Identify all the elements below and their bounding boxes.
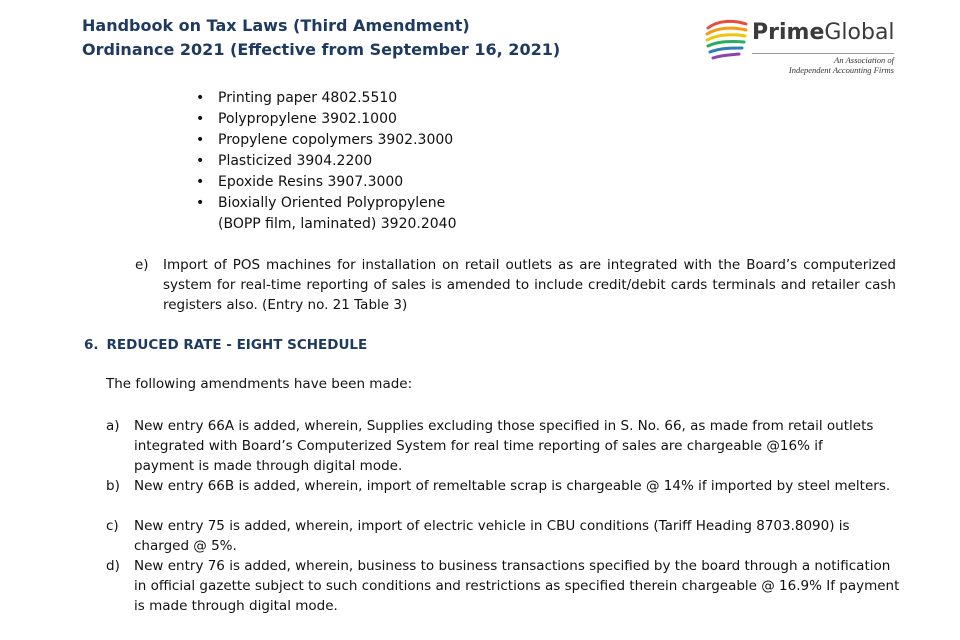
document-header-title bbox=[82, 14, 560, 62]
header-title-line-2: Ordinance 2021 (Effective from September 16, 2021) bbox=[82, 40, 561, 59]
item-e-text: Import of POS machines for installation on retail outlets as are integrated with the Board’s computerized system for real-time reporting of sales is amended to include credit/debit cards terminals and retailer cash registers also. (Entry no. 21 Table 3) bbox=[163, 257, 896, 313]
item-marker: e) bbox=[135, 257, 149, 273]
list-item: • Polypropylene 3902.1000 bbox=[196, 111, 397, 127]
amendment-text: New entry 66B is added, wherein, import of remeltable scrap is chargeable @ 14% if imported by steel melters. bbox=[134, 478, 891, 494]
amendment-item-c bbox=[106, 516, 874, 556]
section-intro: The following amendments have been made: bbox=[106, 376, 413, 392]
hs-code-bullet-list bbox=[196, 88, 456, 235]
item-marker: b) bbox=[106, 478, 120, 494]
amendment-text: New entry 75 is added, wherein, import of electric vehicle in CBU conditions (Tariff Heading 8703.8090) is charged @ 5%. bbox=[134, 518, 850, 554]
logo-wordmark: PrimeGlobal bbox=[752, 20, 895, 45]
item-marker: a) bbox=[106, 418, 120, 434]
primeglobal-swoosh-icon bbox=[704, 18, 748, 62]
item-e-paragraph bbox=[135, 255, 896, 315]
item-marker: c) bbox=[106, 518, 119, 534]
section-heading bbox=[84, 335, 375, 355]
logo-tagline: An Association of Independent Accounting Firms bbox=[788, 55, 894, 75]
list-item: • Bioxially Oriented Polypropylene (BOPP film, laminated) 3920.2040 bbox=[196, 195, 457, 232]
amendment-text: New entry 66A is added, wherein, Supplies excluding those specified in S. No. 66, as made from retail outlets integrated with Board’s Computerized System for real time reporting of sales are chargeable @16% if payment is made through digital mode. bbox=[134, 418, 874, 474]
list-item: • Propylene copolymers 3902.3000 bbox=[196, 132, 454, 148]
list-item: • Printing paper 4802.5510 bbox=[196, 90, 398, 106]
header-title-line-1: Handbook on Tax Laws (Third Amendment) bbox=[82, 16, 470, 35]
section-title: REDUCED RATE - EIGHT SCHEDULE bbox=[106, 337, 368, 353]
item-marker: d) bbox=[106, 558, 120, 574]
amendment-item-a bbox=[106, 416, 874, 476]
list-item: • Epoxide Resins 3907.3000 bbox=[196, 174, 404, 190]
logo-divider bbox=[752, 53, 894, 54]
primeglobal-logo bbox=[702, 14, 902, 76]
section-number: 6. bbox=[84, 337, 99, 353]
amendment-text: New entry 76 is added, wherein, business to business transactions specified by the board through a notification in official gazette subject to such conditions and restrictions as specified therein chargeable @ 16.9% If payment is made through digital mode. bbox=[134, 558, 900, 614]
list-item: • Plasticized 3904.2200 bbox=[196, 153, 373, 169]
amendment-item-b bbox=[106, 476, 896, 496]
amendment-item-d bbox=[106, 556, 902, 616]
